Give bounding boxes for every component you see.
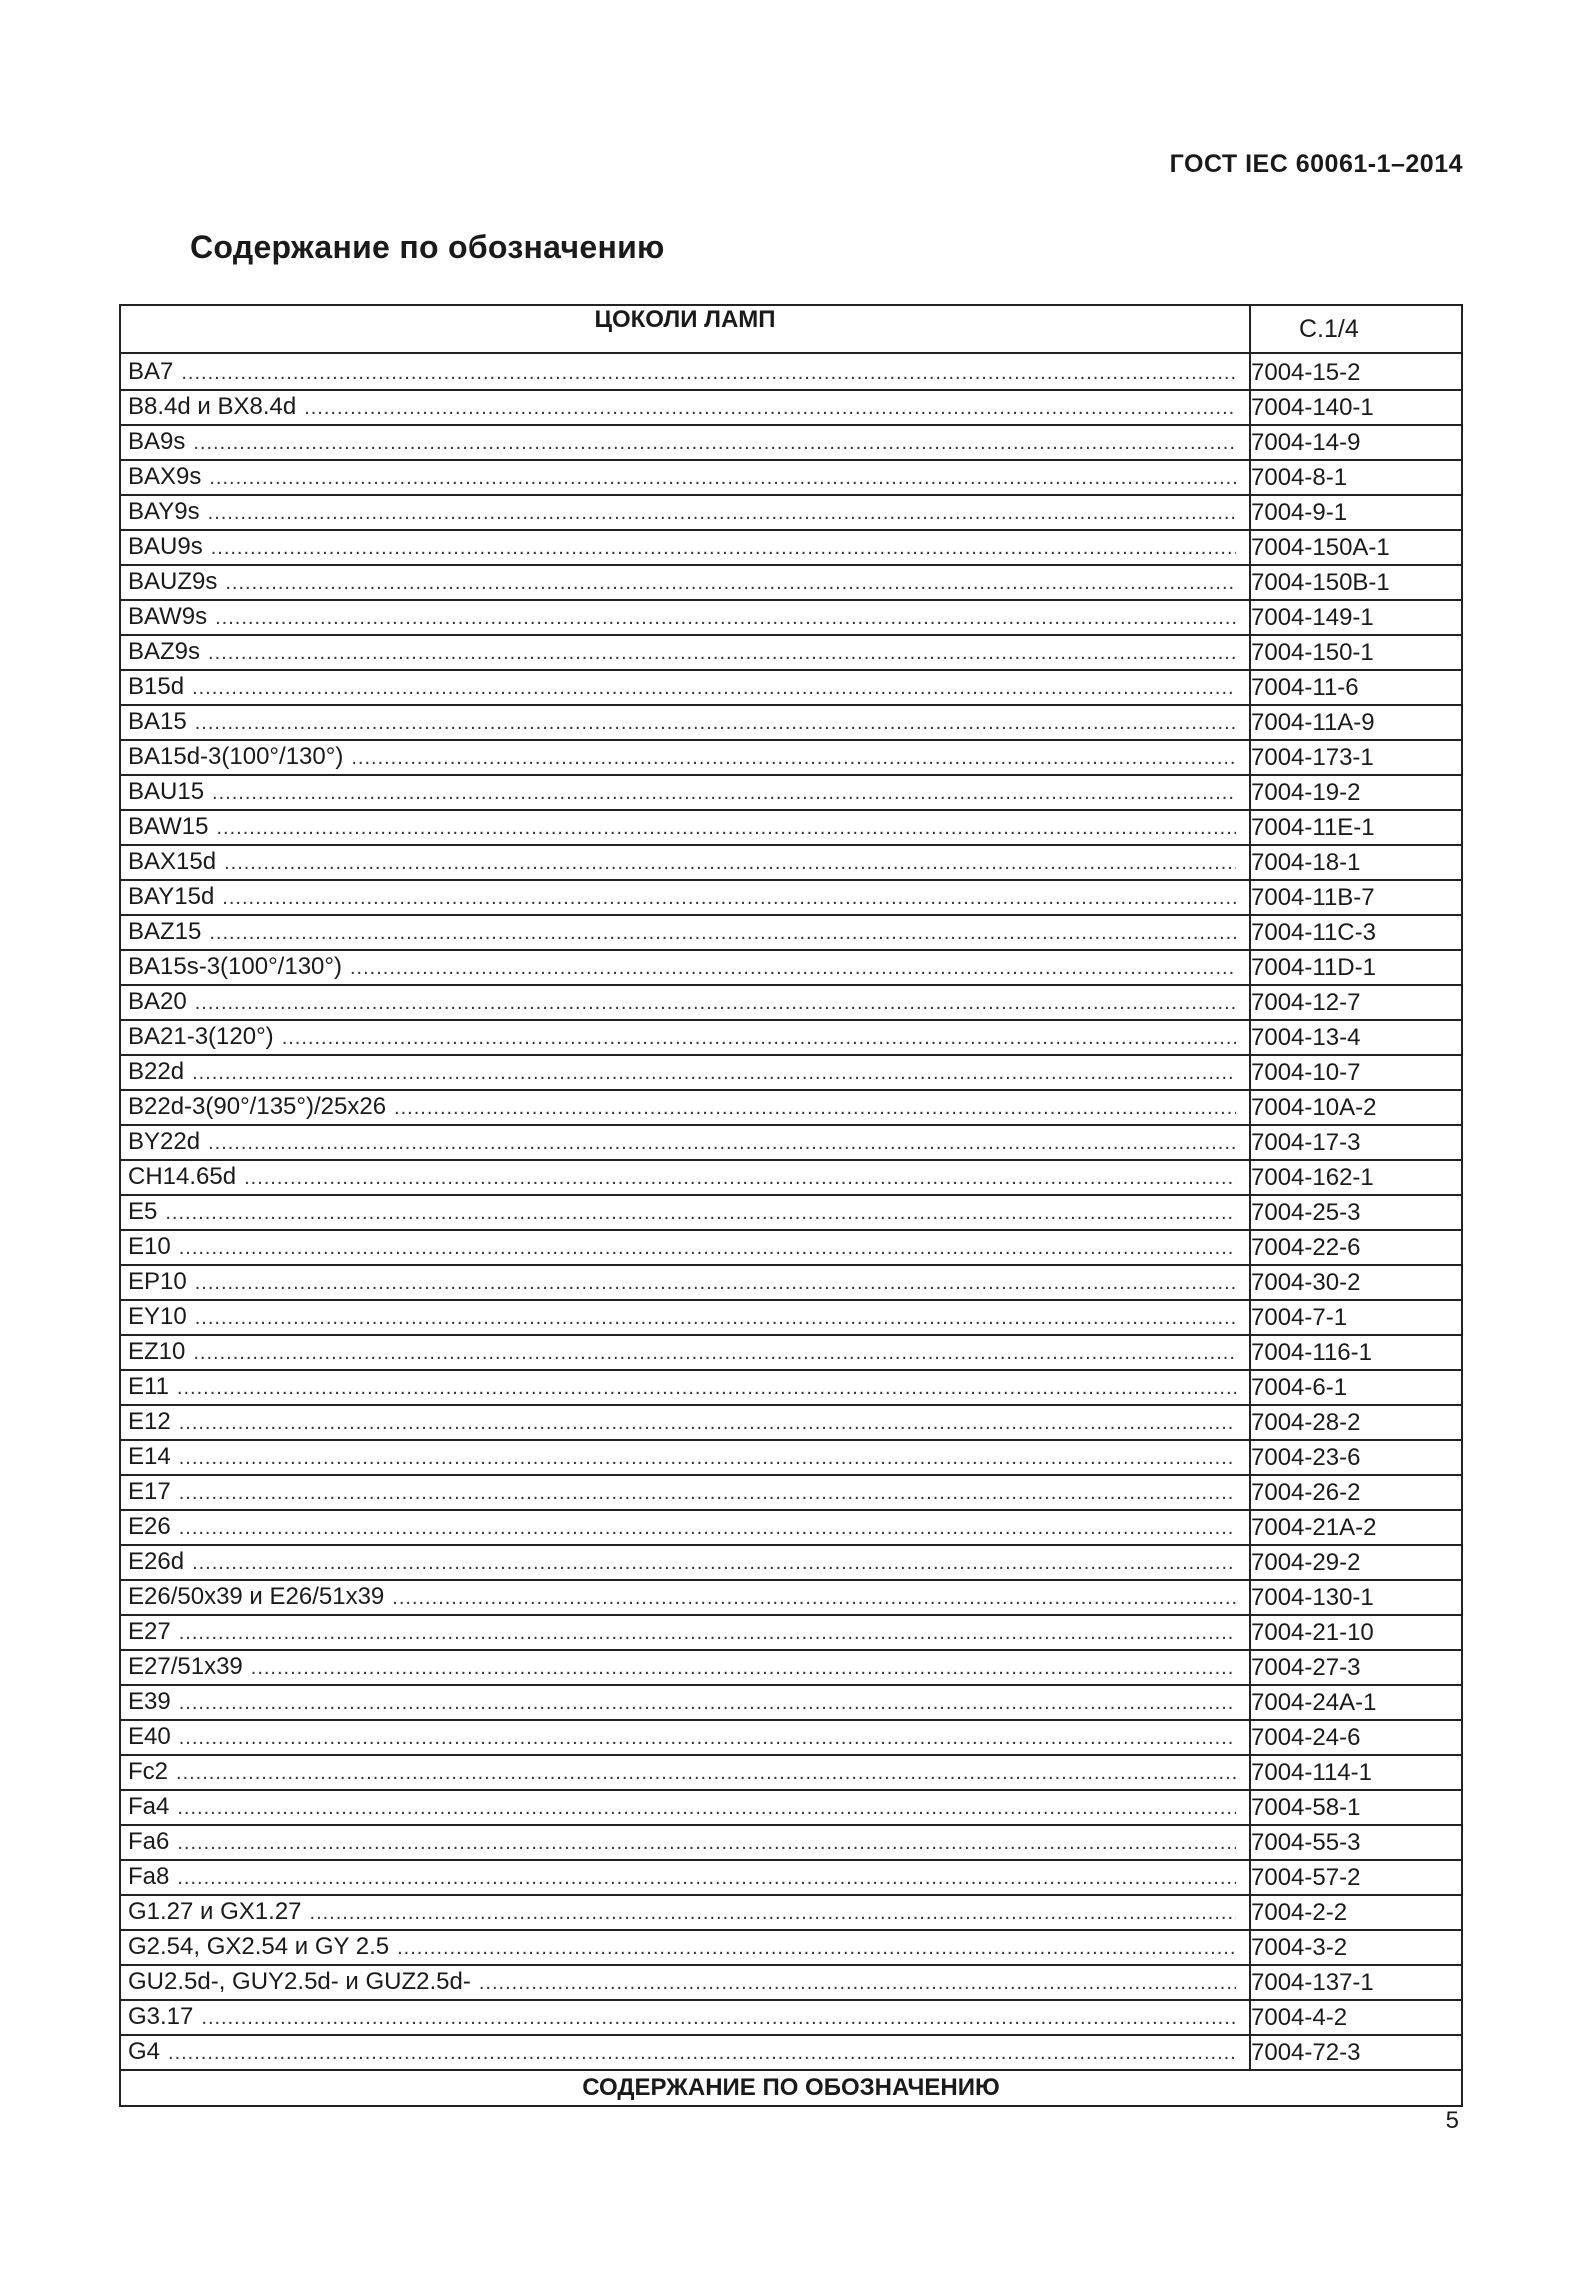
base-designation: BAY15d — [128, 883, 215, 910]
base-designation: G3.17 — [128, 2003, 194, 2030]
table-row — [120, 1615, 1462, 1650]
table-row — [120, 1685, 1462, 1720]
sheet-number: 7004-55-3 — [1250, 1825, 1462, 1860]
designation-cell — [120, 1370, 1250, 1405]
designation-cell — [120, 1335, 1250, 1370]
designation-cell — [120, 635, 1250, 670]
base-designation: EY10 — [128, 1303, 187, 1330]
table-row — [120, 1195, 1462, 1230]
sheet-number: 7004-24A-1 — [1250, 1685, 1462, 1720]
table-row — [120, 670, 1462, 705]
base-designation: B22d-3(90°/135°)/25x26 — [128, 1093, 387, 1120]
designation-cell — [120, 915, 1250, 950]
sheet-number: 7004-137-1 — [1250, 1965, 1462, 2000]
table-row — [120, 740, 1462, 775]
table-row — [120, 635, 1462, 670]
designation-cell — [120, 740, 1250, 775]
base-designation: E27/51x39 — [128, 1653, 243, 1680]
sheet-number: 7004-150A-1 — [1250, 530, 1462, 565]
base-designation: E5 — [128, 1198, 158, 1225]
dot-leader — [310, 1897, 1236, 1929]
sheet-number: 7004-28-2 — [1250, 1405, 1462, 1440]
dot-leader — [208, 497, 1236, 529]
sheet-number: 7004-18-1 — [1250, 845, 1462, 880]
table-row — [120, 1930, 1462, 1965]
dot-leader — [282, 1022, 1236, 1054]
sheet-number: 7004-150-1 — [1250, 635, 1462, 670]
table-row — [120, 1440, 1462, 1475]
table-row — [120, 950, 1462, 985]
base-designation: BAX15d — [128, 848, 217, 875]
sheet-number: 7004-130-1 — [1250, 1580, 1462, 1615]
sheet-number: 7004-72-3 — [1250, 2035, 1462, 2070]
table-row — [120, 1965, 1462, 2000]
dot-leader — [193, 1337, 1236, 1369]
base-designation: B15d — [128, 673, 185, 700]
table-row — [120, 775, 1462, 810]
base-designation: BA20 — [128, 988, 187, 1015]
sheet-number: 7004-14-9 — [1250, 425, 1462, 460]
designation-cell — [120, 810, 1250, 845]
designation-cell — [120, 1125, 1250, 1160]
base-designation: BAX9s — [128, 463, 202, 490]
table-row — [120, 845, 1462, 880]
dot-leader — [209, 917, 1236, 949]
sheet-number: 7004-17-3 — [1250, 1125, 1462, 1160]
table-row — [120, 495, 1462, 530]
designation-table — [119, 304, 1463, 2107]
designation-cell — [120, 1685, 1250, 1720]
designation-cell — [120, 1895, 1250, 1930]
base-designation: B8.4d и BX8.4d — [128, 393, 297, 420]
dot-leader — [479, 1967, 1236, 1999]
table-row — [120, 810, 1462, 845]
designation-cell — [120, 1965, 1250, 2000]
designation-cell — [120, 1160, 1250, 1195]
sheet-number: 7004-6-1 — [1250, 1370, 1462, 1405]
table-row — [120, 1545, 1462, 1580]
dot-leader — [179, 1407, 1236, 1439]
base-designation: EP10 — [128, 1268, 187, 1295]
table-row — [120, 2000, 1462, 2035]
dot-leader — [212, 777, 1236, 809]
dot-leader — [350, 952, 1236, 984]
base-designation: Fa8 — [128, 1863, 170, 1890]
sheet-number: 7004-173-1 — [1250, 740, 1462, 775]
sheet-number: 7004-21A-2 — [1250, 1510, 1462, 1545]
table-row — [120, 1755, 1462, 1790]
base-designation: G2.54, GX2.54 и GY 2.5 — [128, 1933, 390, 1960]
base-designation: EZ10 — [128, 1338, 186, 1365]
dot-leader — [177, 1862, 1236, 1894]
designation-cell — [120, 845, 1250, 880]
dot-leader — [192, 1547, 1236, 1579]
sheet-number: 7004-15-2 — [1250, 353, 1462, 390]
table-body — [120, 353, 1462, 2070]
designation-cell — [120, 1860, 1250, 1895]
designation-cell — [120, 1440, 1250, 1475]
base-designation: BAUZ9s — [128, 568, 218, 595]
table-row — [120, 460, 1462, 495]
dot-leader — [304, 392, 1236, 424]
dot-leader — [244, 1162, 1236, 1194]
base-designation: E17 — [128, 1478, 171, 1505]
table-row — [120, 2035, 1462, 2070]
base-designation: E39 — [128, 1688, 171, 1715]
dot-leader — [351, 742, 1236, 774]
sheet-number: 7004-22-6 — [1250, 1230, 1462, 1265]
sheet-number: 7004-57-2 — [1250, 1860, 1462, 1895]
sheet-number: 7004-7-1 — [1250, 1300, 1462, 1335]
table-row — [120, 1510, 1462, 1545]
sheet-number: 7004-27-3 — [1250, 1650, 1462, 1685]
designation-cell — [120, 1195, 1250, 1230]
base-designation: BAY9s — [128, 498, 200, 525]
dot-leader — [179, 1442, 1236, 1474]
dot-leader — [179, 1232, 1236, 1264]
base-designation: E10 — [128, 1233, 171, 1260]
designation-cell — [120, 1650, 1250, 1685]
base-designation: B22d — [128, 1058, 185, 1085]
sheet-number: 7004-11-6 — [1250, 670, 1462, 705]
table-row — [120, 1895, 1462, 1930]
section-title: ЦОКОЛИ ЛАМП — [120, 305, 1250, 353]
dot-leader — [177, 1792, 1236, 1824]
table-row — [120, 915, 1462, 950]
dot-leader — [251, 1652, 1236, 1684]
sheet-number: 7004-25-3 — [1250, 1195, 1462, 1230]
dot-leader — [168, 2037, 1236, 2069]
page-title: Содержание по обозначению — [190, 229, 665, 265]
dot-leader — [209, 462, 1236, 494]
dot-leader — [179, 1687, 1236, 1719]
table-row — [120, 1580, 1462, 1615]
dot-leader — [215, 602, 1236, 634]
base-designation: BAZ9s — [128, 638, 201, 665]
table-row — [120, 565, 1462, 600]
table-row — [120, 1300, 1462, 1335]
base-designation: BA15 — [128, 708, 187, 735]
table-row — [120, 705, 1462, 740]
dot-leader — [222, 882, 1236, 914]
sheet-number: 7004-30-2 — [1250, 1265, 1462, 1300]
designation-cell — [120, 1265, 1250, 1300]
sheet-number: 7004-140-1 — [1250, 390, 1462, 425]
designation-cell — [120, 950, 1250, 985]
designation-cell — [120, 600, 1250, 635]
sheet-number: 7004-12-7 — [1250, 985, 1462, 1020]
dot-leader — [179, 1617, 1236, 1649]
sheet-number: 7004-11E-1 — [1250, 810, 1462, 845]
base-designation: BAZ15 — [128, 918, 202, 945]
dot-leader — [195, 1302, 1236, 1334]
dot-leader — [392, 1582, 1236, 1614]
dot-leader — [179, 1722, 1236, 1754]
base-designation: G4 — [128, 2038, 161, 2065]
dot-leader — [179, 1477, 1236, 1509]
dot-leader — [394, 1092, 1236, 1124]
base-designation: E26/50x39 и E26/51x39 — [128, 1583, 385, 1610]
sheet-number: 7004-4-2 — [1250, 2000, 1462, 2035]
dot-leader — [201, 2002, 1236, 2034]
table-footer-row — [120, 2070, 1462, 2106]
dot-leader — [193, 427, 1236, 459]
table-row — [120, 1790, 1462, 1825]
designation-cell — [120, 1510, 1250, 1545]
table-footer: СОДЕРЖАНИЕ ПО ОБОЗНАЧЕНИЮ — [120, 2070, 1462, 2106]
page-reference: С.1/4 — [1250, 305, 1462, 353]
sheet-number: 7004-114-1 — [1250, 1755, 1462, 1790]
document-code: ГОСТ IEC 60061-1–2014 — [1169, 150, 1463, 178]
dot-leader — [224, 847, 1236, 879]
dot-leader — [176, 1757, 1236, 1789]
designation-cell — [120, 880, 1250, 915]
base-designation: BAU15 — [128, 778, 205, 805]
dot-leader — [181, 357, 1236, 389]
designation-cell — [120, 1405, 1250, 1440]
sheet-number: 7004-150B-1 — [1250, 565, 1462, 600]
dot-leader — [208, 637, 1236, 669]
dot-leader — [177, 1372, 1236, 1404]
base-designation: G1.27 и GX1.27 — [128, 1898, 302, 1925]
designation-cell — [120, 2035, 1250, 2070]
designation-cell — [120, 390, 1250, 425]
base-designation: Fa4 — [128, 1793, 170, 1820]
base-designation: BA21-3(120°) — [128, 1023, 274, 1050]
table-row — [120, 425, 1462, 460]
designation-cell — [120, 1230, 1250, 1265]
base-designation: BY22d — [128, 1128, 201, 1155]
designation-cell — [120, 705, 1250, 740]
designation-cell — [120, 985, 1250, 1020]
dot-leader — [208, 1127, 1236, 1159]
table-row — [120, 390, 1462, 425]
sheet-number: 7004-149-1 — [1250, 600, 1462, 635]
page-number: 5 — [1445, 2107, 1459, 2134]
base-designation: E26d — [128, 1548, 185, 1575]
base-designation: E27 — [128, 1618, 171, 1645]
table-row — [120, 1055, 1462, 1090]
sheet-number: 7004-10A-2 — [1250, 1090, 1462, 1125]
table-row — [120, 1860, 1462, 1895]
base-designation: E12 — [128, 1408, 171, 1435]
base-designation: BA15s-3(100°/130°) — [128, 953, 342, 980]
base-designation: E40 — [128, 1723, 171, 1750]
base-designation: BAW9s — [128, 603, 208, 630]
table-row — [120, 1370, 1462, 1405]
dot-leader — [225, 567, 1236, 599]
sheet-number: 7004-10-7 — [1250, 1055, 1462, 1090]
base-designation: GU2.5d-, GUY2.5d- и GUZ2.5d- — [128, 1968, 471, 1995]
dot-leader — [211, 532, 1236, 564]
table-row — [120, 1650, 1462, 1685]
dot-leader — [397, 1932, 1236, 1964]
table-row — [120, 1405, 1462, 1440]
dot-leader — [192, 672, 1236, 704]
designation-cell — [120, 2000, 1250, 2035]
table-row — [120, 1230, 1462, 1265]
base-designation: CH14.65d — [128, 1163, 237, 1190]
sheet-number: 7004-29-2 — [1250, 1545, 1462, 1580]
sheet-number: 7004-11C-3 — [1250, 915, 1462, 950]
table-row — [120, 880, 1462, 915]
sheet-number: 7004-23-6 — [1250, 1440, 1462, 1475]
table-row — [120, 1475, 1462, 1510]
sheet-number: 7004-2-2 — [1250, 1895, 1462, 1930]
table-row — [120, 1020, 1462, 1055]
base-designation: BA15d-3(100°/130°) — [128, 743, 344, 770]
table-row — [120, 600, 1462, 635]
table-row — [120, 985, 1462, 1020]
base-designation: BAW15 — [128, 813, 209, 840]
designation-cell — [120, 1020, 1250, 1055]
sheet-number: 7004-21-10 — [1250, 1615, 1462, 1650]
sheet-number: 7004-11B-7 — [1250, 880, 1462, 915]
dot-leader — [195, 1267, 1236, 1299]
designation-cell — [120, 1300, 1250, 1335]
table-row — [120, 1720, 1462, 1755]
designation-cell — [120, 495, 1250, 530]
sheet-number: 7004-3-2 — [1250, 1930, 1462, 1965]
sheet-number: 7004-26-2 — [1250, 1475, 1462, 1510]
sheet-number: 7004-58-1 — [1250, 1790, 1462, 1825]
table-row — [120, 1335, 1462, 1370]
designation-cell — [120, 353, 1250, 390]
designation-cell — [120, 425, 1250, 460]
base-designation: Fc2 — [128, 1758, 169, 1785]
designation-cell — [120, 460, 1250, 495]
designation-cell — [120, 1755, 1250, 1790]
designation-cell — [120, 565, 1250, 600]
base-designation: BA7 — [128, 358, 174, 385]
sheet-number: 7004-162-1 — [1250, 1160, 1462, 1195]
base-designation: E11 — [128, 1373, 169, 1400]
designation-cell — [120, 1090, 1250, 1125]
base-designation: E14 — [128, 1443, 171, 1470]
sheet-number: 7004-24-6 — [1250, 1720, 1462, 1755]
designation-cell — [120, 775, 1250, 810]
base-designation: Fa6 — [128, 1828, 170, 1855]
table-row — [120, 1265, 1462, 1300]
dot-leader — [195, 707, 1236, 739]
designation-cell — [120, 1055, 1250, 1090]
table-row — [120, 1125, 1462, 1160]
sheet-number: 7004-11A-9 — [1250, 705, 1462, 740]
designation-cell — [120, 1580, 1250, 1615]
dot-leader — [216, 812, 1236, 844]
base-designation: E26 — [128, 1513, 171, 1540]
base-designation: BAU9s — [128, 533, 203, 560]
sheet-number: 7004-8-1 — [1250, 460, 1462, 495]
table-row — [120, 1825, 1462, 1860]
table-row — [120, 1160, 1462, 1195]
dot-leader — [177, 1827, 1236, 1859]
designation-cell — [120, 530, 1250, 565]
designation-cell — [120, 1930, 1250, 1965]
table-row — [120, 530, 1462, 565]
table-row — [120, 353, 1462, 390]
designation-cell — [120, 1790, 1250, 1825]
table-row — [120, 1090, 1462, 1125]
designation-cell — [120, 1545, 1250, 1580]
designation-cell — [120, 1825, 1250, 1860]
dot-leader — [179, 1512, 1236, 1544]
designation-cell — [120, 1720, 1250, 1755]
designation-cell — [120, 1615, 1250, 1650]
dot-leader — [165, 1197, 1236, 1229]
dot-leader — [192, 1057, 1236, 1089]
sheet-number: 7004-11D-1 — [1250, 950, 1462, 985]
table-header-row — [120, 305, 1462, 353]
sheet-number: 7004-13-4 — [1250, 1020, 1462, 1055]
designation-cell — [120, 670, 1250, 705]
base-designation: BA9s — [128, 428, 186, 455]
sheet-number: 7004-9-1 — [1250, 495, 1462, 530]
designation-cell — [120, 1475, 1250, 1510]
dot-leader — [195, 987, 1236, 1019]
sheet-number: 7004-116-1 — [1250, 1335, 1462, 1370]
sheet-number: 7004-19-2 — [1250, 775, 1462, 810]
